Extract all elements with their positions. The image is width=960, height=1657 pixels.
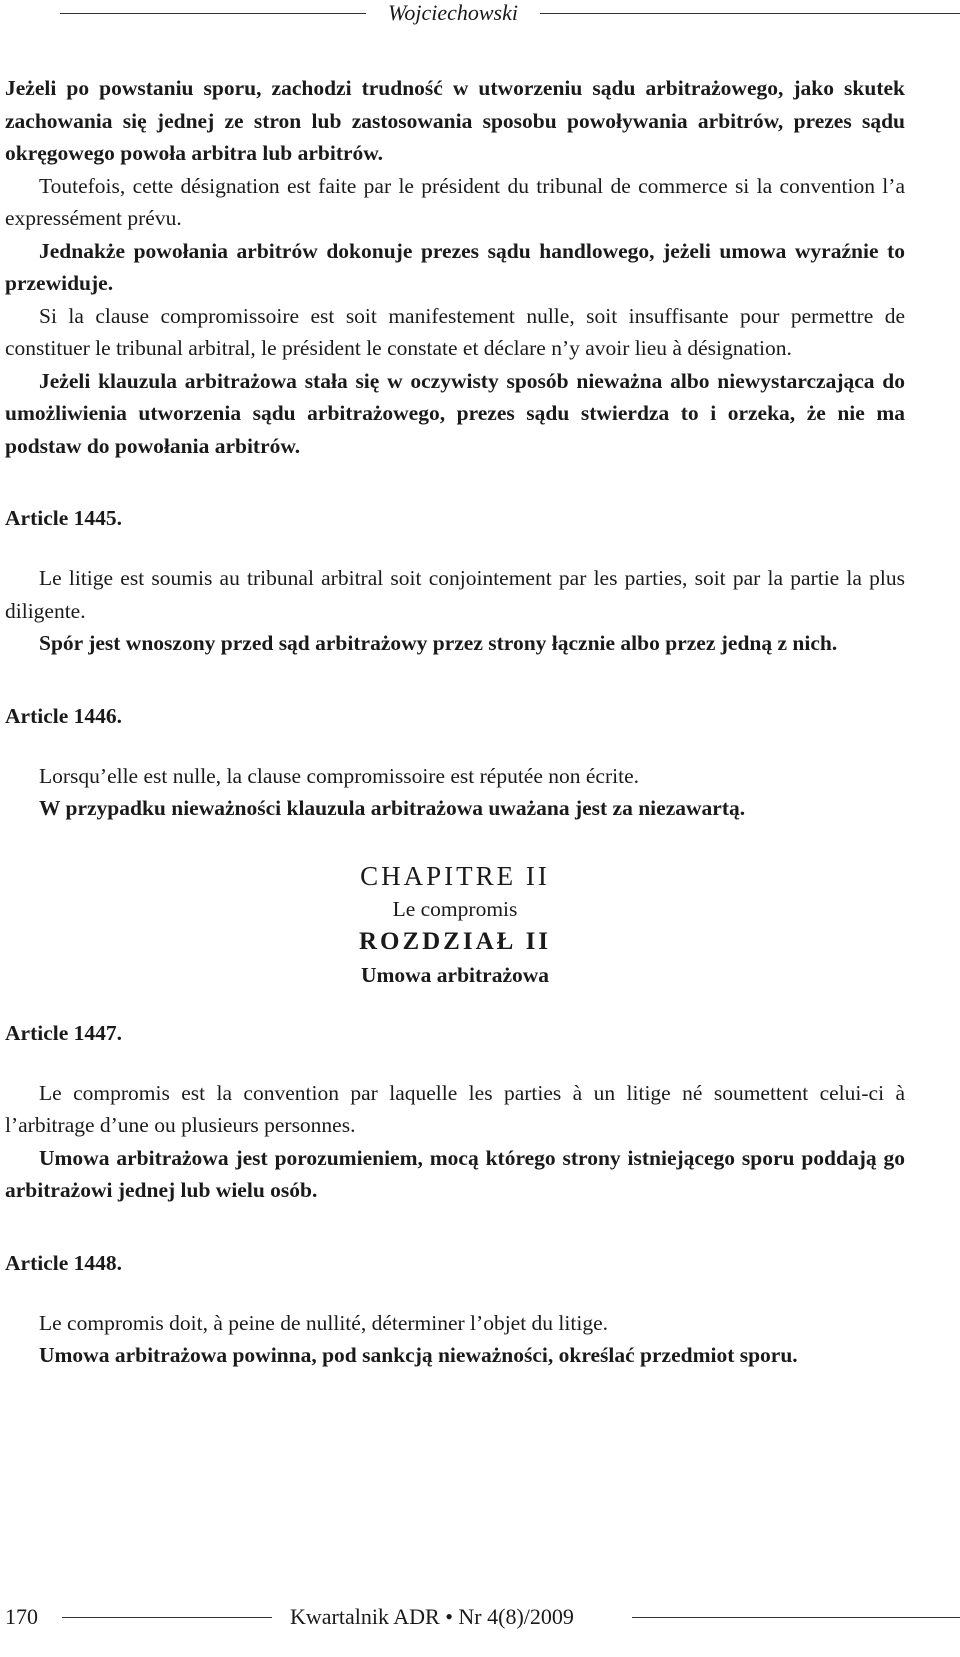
chapter-subtitle-polish: Umowa arbitrażowa — [360, 962, 550, 987]
footer-rule-left — [62, 1617, 272, 1618]
paragraph-polish: Jeżeli po powstaniu sporu, zachodzi trudność w utworzeniu sądu arbitrażowego, jako skutek zachowania się jednej ze stron lub zastosowania sposobu powoływania arbitrów, prezes sądu okręgowego powoła arbitra lub arbitrów. — [5, 76, 905, 165]
paragraph-french: Lorsqu’elle est nulle, la clause compromissoire est réputée non écrite. — [39, 763, 639, 788]
paragraph-polish: Spór jest wnoszony przed sąd arbitrażowy przez strony łącznie albo przez jedną z nich. — [39, 631, 838, 655]
article-heading: Article 1446. — [5, 703, 123, 728]
paragraph-french: Toutefois, cette désignation est faite par le président du tribunal de commerce si la convention l’a expressément prévu. — [5, 173, 905, 230]
paragraph-french: Le compromis est la convention par laquelle les parties à un litige né soumettent celui-ci à l’arbitrage d’une ou plusieurs personnes. — [5, 1080, 905, 1137]
article-heading: Article 1447. — [5, 1020, 123, 1045]
paragraph-polish: Umowa arbitrażowa jest porozumieniem, mocą którego strony istniejącego sporu poddają go arbitrażowi jednej lub wielu osób. — [5, 1145, 905, 1202]
journal-title: Kwartalnik ADR • Nr 4(8)/2009 — [290, 1604, 574, 1629]
paragraph-polish: W przypadku nieważności klauzula arbitrażowa uważana jest za niezawartą. — [39, 796, 746, 820]
paragraph-polish: Jeżeli klauzula arbitrażowa stała się w oczywisty sposób nieważna albo niewystarczająca do umożliwienia utworzenia sądu arbitrażowego, prezes sądu stwierdza to i orzeka, że nie ma podstaw do powołania arbitrów. — [5, 368, 905, 458]
footer-rule-right — [632, 1617, 960, 1618]
paragraph-french: Le compromis doit, à peine de nullité, déterminer l’objet du litige. — [39, 1310, 608, 1335]
header-rule-left — [60, 13, 366, 14]
paragraph-french: Si la clause compromissoire est soit manifestement nulle, soit insuffisante pour permettre de constituer le tribunal arbitral, le président le constate et déclare n’y avoir lieu à désignation. — [5, 303, 905, 360]
running-header-author: Wojciechowski — [388, 0, 518, 25]
page-number: 170 — [5, 1604, 38, 1629]
running-header — [0, 0, 960, 30]
chapter-subtitle-french: Le compromis — [392, 896, 518, 921]
paragraph-french: Le litige est soumis au tribunal arbitral soit conjointement par les parties, soit par la partie la plus diligente. — [5, 566, 905, 623]
page-body — [5, 72, 905, 1372]
chapter-title-french: CHAPITRE II — [360, 860, 550, 891]
article-heading: Article 1448. — [5, 1250, 123, 1275]
chapter-title-polish: ROZDZIAŁ II — [358, 927, 552, 955]
paragraph-polish: Umowa arbitrażowa powinna, pod sankcją nieważności, określać przedmiot sporu. — [39, 1343, 798, 1367]
chapter-heading — [5, 859, 905, 991]
running-footer — [0, 1602, 960, 1642]
article-heading: Article 1445. — [5, 506, 123, 530]
header-rule-right — [540, 13, 960, 14]
paragraph-polish: Jednakże powołania arbitrów dokonuje prezes sądu handlowego, jeżeli umowa wyraźnie to przewiduje. — [5, 238, 905, 295]
